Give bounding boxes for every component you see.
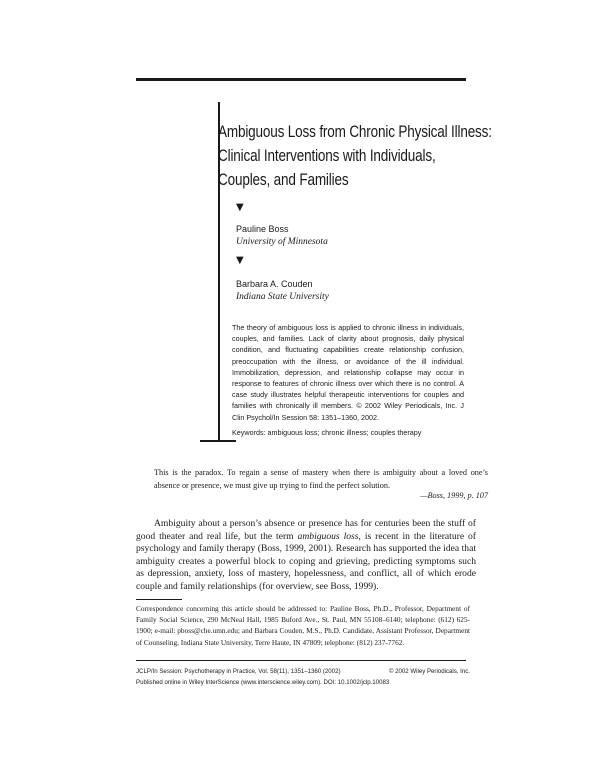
abstract: The theory of ambiguous loss is applied to chronic illness in individuals, couples, and families. Lack of clarity about prognosis, daily physical condition, and fluctuating capabilities create relationship confusion, preoccupation with the illness, or avoidance of the ill individual. Immobilization, depression, and relationship collapse may occur in response to features of chronic illness over which there is no control. A case study illustrates helpful therapeutic interventions for couples and families with chronically ill members. © 2002 Wiley Periodicals, Inc. J Clin Psychol/In Session 58: 1351–1360, 2002. (232, 323, 464, 422)
body-text-2: is recent in the literature of psychology and family therapy (Boss, 1999, 2001). Research has supported the idea that ambiguity creates a powerful block to coping and grieving, predicting symptoms such as depression, anxiety, loss of mastery, hopelessness, and conflict, all of which erode couple and family relationships (for overview, see Boss, 1999). (136, 530, 476, 592)
correspondence-footnote: Correspondence concerning this article should be addressed to: Pauline Boss, Ph.D., Professor, Department of Family Social Science, 290 McNeal Hall, 1985 Buford Ave., St. Paul, MN 55108–6140; telephone: (612) 625-1900; e-mail: pboss@che.umn.edu; and Barbara Couden, M.S., Ph.D. Candidate, Assistant Professor, Department of Counseling, Indiana State University, Terre Haute, IN 47809; telephone: (812) 237-7762. (136, 604, 470, 647)
rule-foot (200, 440, 236, 442)
author-affiliation-1: University of Minnesota (236, 237, 328, 247)
title-line-2: Clinical Interventions with Individuals, (218, 147, 436, 165)
body-text-1: Ambiguity about a person’s absence or presence has for centuries been the stuff of good theater and real life, but the term (136, 518, 476, 542)
body-paragraph (136, 518, 476, 594)
author-name-1: Pauline Boss (236, 224, 289, 234)
title-line-3: Couples, and Families (218, 171, 349, 189)
article-title (218, 120, 492, 192)
journal-citation: JCLP/In Session: Psychotherapy in Practice, Vol. 58(11), 1351–1360 (2002) (136, 668, 341, 675)
journal-copyright: © 2002 Wiley Periodicals, Inc. (388, 668, 470, 675)
triangle-marker-icon: ▼ (236, 202, 244, 213)
triangle-marker-icon: ▼ (236, 255, 244, 266)
epigraph-citation: —Boss, 1999, p. 107 (420, 491, 488, 500)
footer-rule (136, 660, 466, 661)
author-affiliation-2: Indiana State University (236, 292, 329, 302)
body-emphasis: ambiguous loss, (297, 530, 361, 542)
footnote-rule (136, 599, 182, 600)
title-line-1: Ambiguous Loss from Chronic Physical Illness: (218, 123, 492, 141)
journal-online-info: Published online in Wiley InterScience (www.interscience.wiley.com). DOI: 10.1002/jclp.10083 (136, 678, 390, 686)
journal-footer (136, 667, 470, 689)
top-rule (136, 78, 466, 81)
keywords: Keywords: ambiguous loss; chronic illness; couples therapy (232, 428, 422, 437)
author-name-2: Barbara A. Couden (236, 279, 313, 289)
epigraph-quote: This is the paradox. To regain a sense of mastery when there is ambiguity about a loved one’s absence or presence, we must give up trying to find the perfect solution. (154, 468, 488, 490)
